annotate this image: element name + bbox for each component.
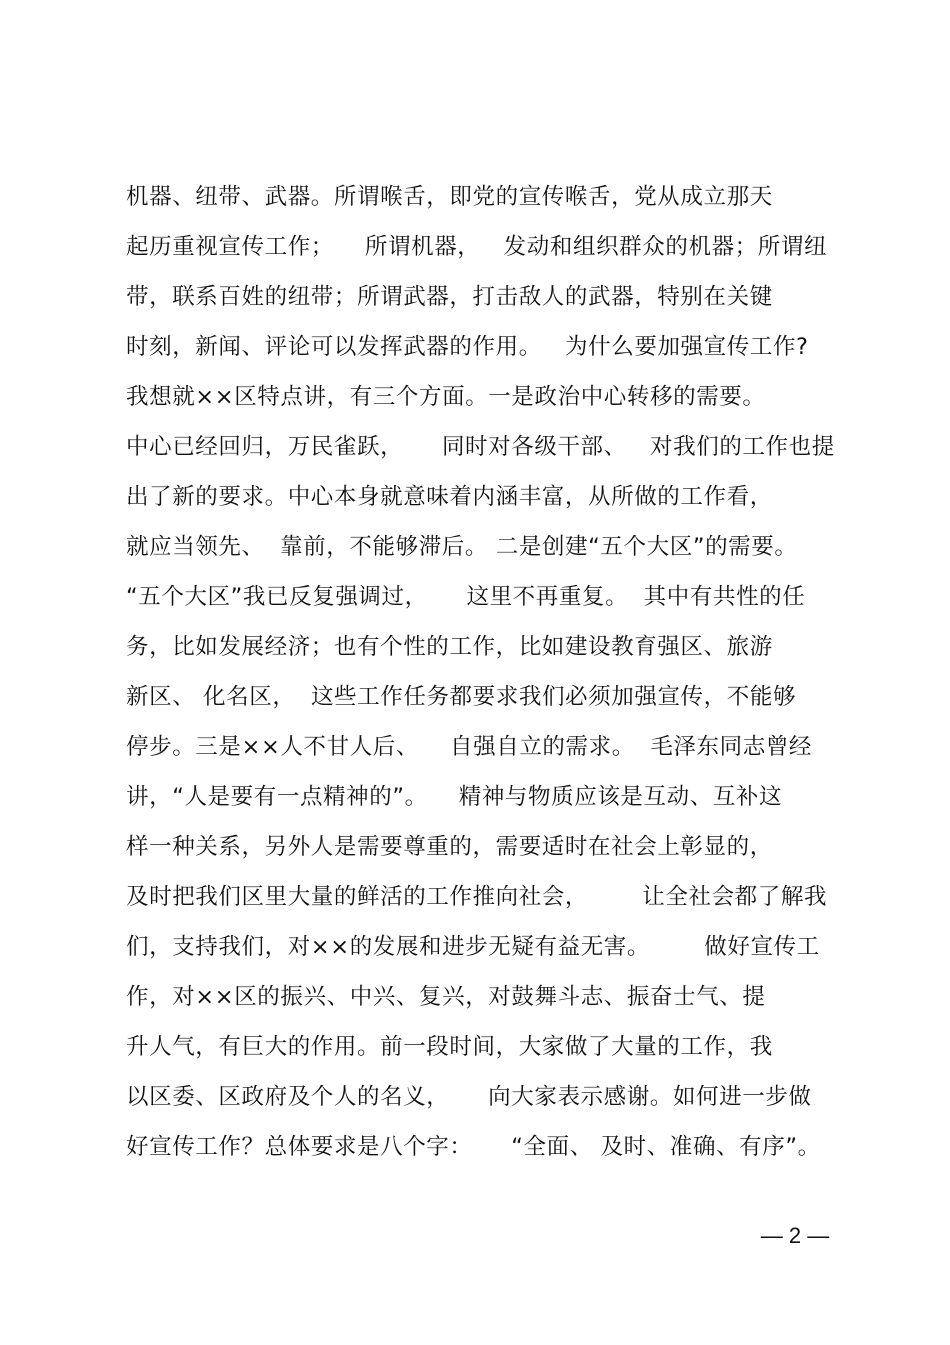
text-line: 升人气，有巨大的作用。前一段时间，大家做了大量的工作，我 — [126, 1034, 773, 1060]
text-line: 停步。三是××人不甘人后、 自强自立的需求。 毛泽东同志曾经 — [126, 734, 813, 760]
text-line: 带，联系百姓的纽带；所谓武器，打击敌人的武器，特别在关键 — [126, 284, 773, 310]
text-line: 新区、 化名区， 这些工作任务都要求我们必须加强宣传，不能够 — [126, 684, 797, 710]
text-line: 以区委、区政府及个人的名义， 向大家表示感谢。如何进一步做 — [126, 1084, 812, 1110]
text-line: 好宣传工作？总体要求是八个字： “全面、 及时、准确、有序”。 — [126, 1134, 821, 1160]
text-line: 务，比如发展经济；也有个性的工作，比如建设教育强区、旅游 — [126, 634, 773, 660]
text-line: 及时把我们区里大量的鲜活的工作推向社会， 让全社会都了解我 — [126, 884, 828, 910]
text-line: 我想就××区特点讲，有三个方面。一是政治中心转移的需要。 — [126, 384, 766, 410]
page-number: — 2 — — [760, 1223, 830, 1248]
body-text — [126, 172, 846, 1172]
text-line: 起历重视宣传工作； 所谓机器， 发动和组织群众的机器；所谓纽 — [126, 234, 828, 260]
text-line: 中心已经回归，万民雀跃， 同时对各级干部、 对我们的工作也提 — [126, 434, 835, 460]
text-line: 出了新的要求。中心本身就意味着内涵丰富，从所做的工作看， — [126, 484, 773, 510]
text-line: 讲，“人是要有一点精神的”。 精神与物质应该是互动、互补这 — [126, 784, 783, 810]
text-line: 就应当领先、 靠前，不能够滞后。 二是创建“五个大区”的需要。 — [126, 534, 798, 560]
text-line: “五个大区”我已反复强调过， 这里不再重复。 其中有共性的任 — [126, 584, 806, 610]
text-line: 时刻，新闻、评论可以发挥武器的作用。 为什么要加强宣传工作? — [126, 334, 809, 360]
text-line: 样一种关系，另外人是需要尊重的，需要适时在社会上彰显的， — [126, 834, 773, 860]
text-line: 们，支持我们，对××的发展和进步无疑有益无害。 做好宣传工 — [126, 934, 820, 960]
text-line: 作，对××区的振兴、中兴、复兴，对鼓舞斗志、振奋士气、提 — [126, 984, 766, 1010]
text-line: 机器、纽带、武器。所谓喉舌，即党的宣传喉舌，党从成立那天 — [126, 184, 773, 210]
